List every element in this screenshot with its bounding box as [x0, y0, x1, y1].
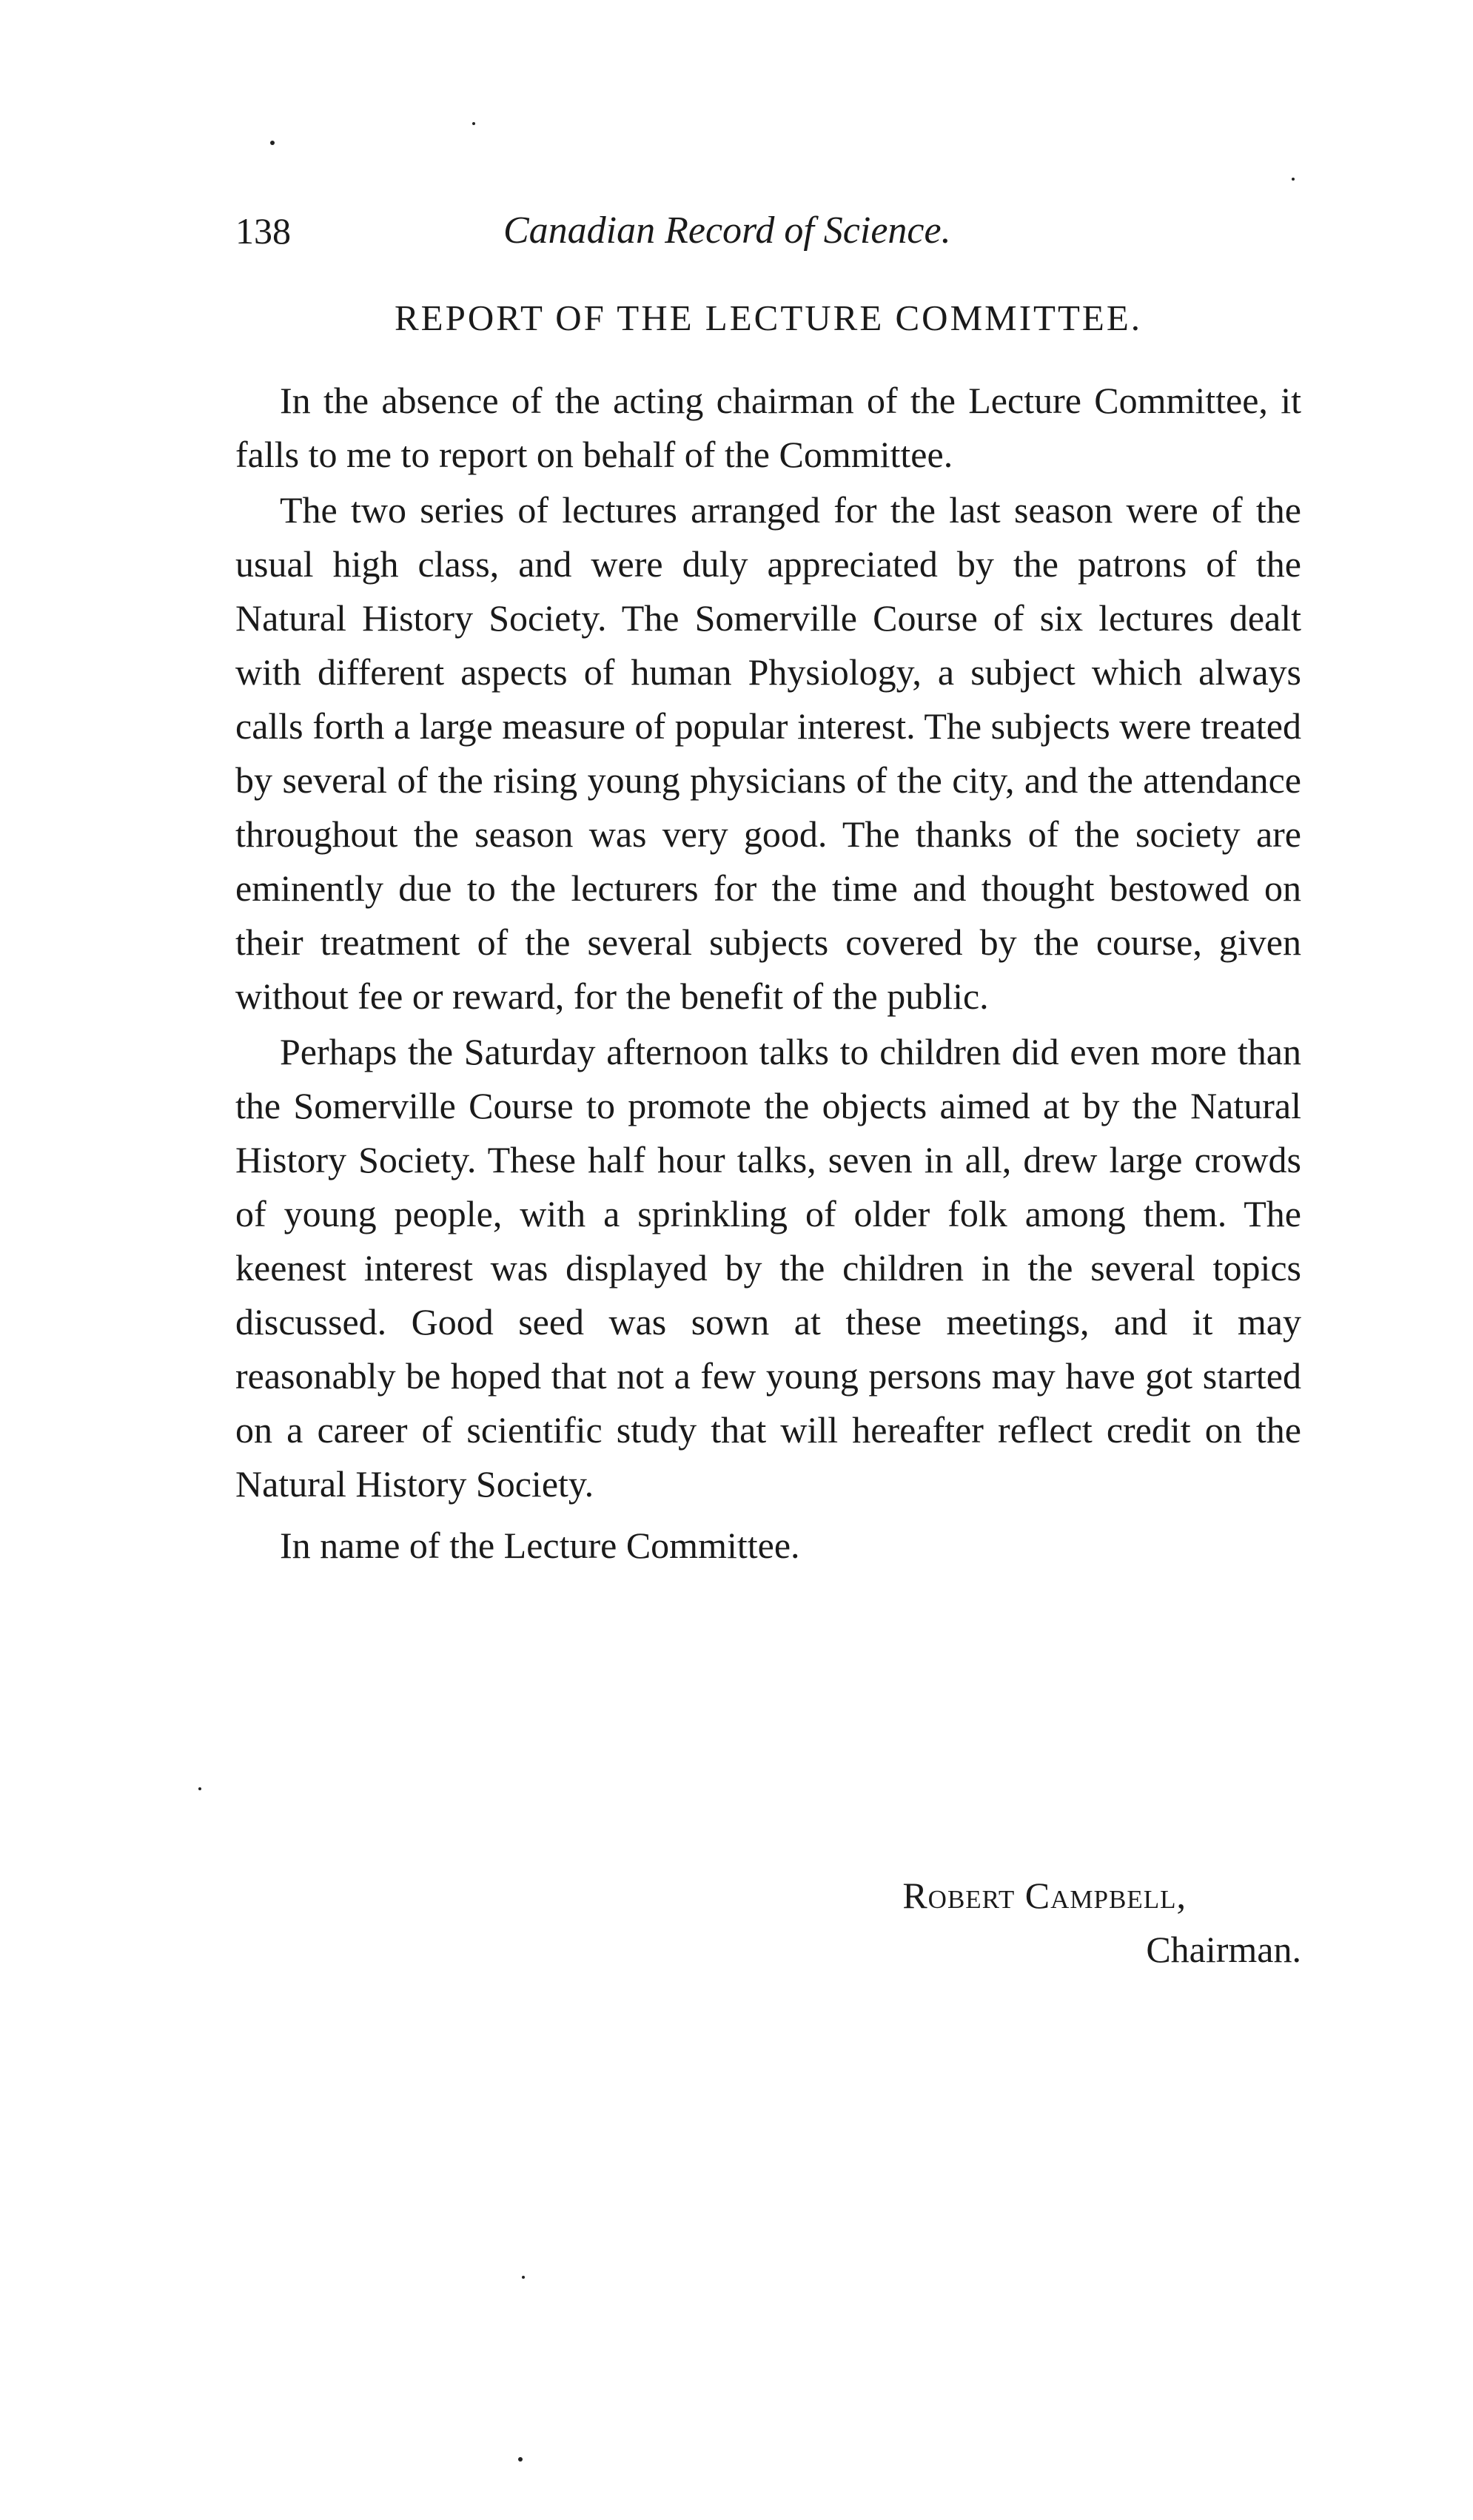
running-title: Canadian Record of Science.: [503, 209, 951, 252]
report-body: [235, 374, 1301, 1573]
signature-role: Chairman.: [1146, 1929, 1301, 1970]
page-number: 138: [235, 210, 291, 252]
scan-speck: [472, 122, 475, 125]
scan-speck: [518, 2457, 523, 2462]
paragraph-3: Perhaps the Saturday afternoon talks to children did even more than the Somerville Course to promote the objects aimed at by the Natural History Society. These half hour talks, seven in all, drew large crowds of young people, with a sprinkling of older folk among them. The keenest interest was displayed by the children in the several topics discussed. Good seed was sown at these meetings, and it may reasonably be hoped that not a few young persons may have got started on a career of scientific study that will hereafter reflect credit on the Natural History Society.: [235, 1031, 1301, 1505]
signature-block: [235, 1869, 1301, 1977]
scan-speck: [270, 141, 275, 145]
signature-name: Robert Campbell,: [902, 1875, 1187, 1916]
scan-speck: [522, 2276, 525, 2279]
scan-speck: [1292, 178, 1295, 181]
scan-speck: [198, 1787, 201, 1790]
paragraph-1: In the absence of the acting chairman of the Lecture Committee, it falls to me to report on behalf of the Committee.: [235, 380, 1301, 475]
paragraph-4: In name of the Lecture Committee.: [280, 1525, 800, 1566]
report-title: REPORT OF THE LECTURE COMMITTEE.: [394, 298, 1142, 338]
paragraph-2: The two series of lectures arranged for the last season were of the usual high class, and were duly appreciated by the patrons of the Natural History Society. The Somerville Course of six lectures dealt with different aspects of human Physiology, a subject which always calls forth a large measure of popular interest. The subjects were treated by several of the rising young physicians of the city, and the attendance throughout the season was very good. The thanks of the society are eminently due to the lecturers for the time and thought bestowed on their treatment of the several subjects covered by the course, given without fee or reward, for the benefit of the public.: [235, 489, 1301, 1017]
page-header: [235, 201, 1301, 261]
